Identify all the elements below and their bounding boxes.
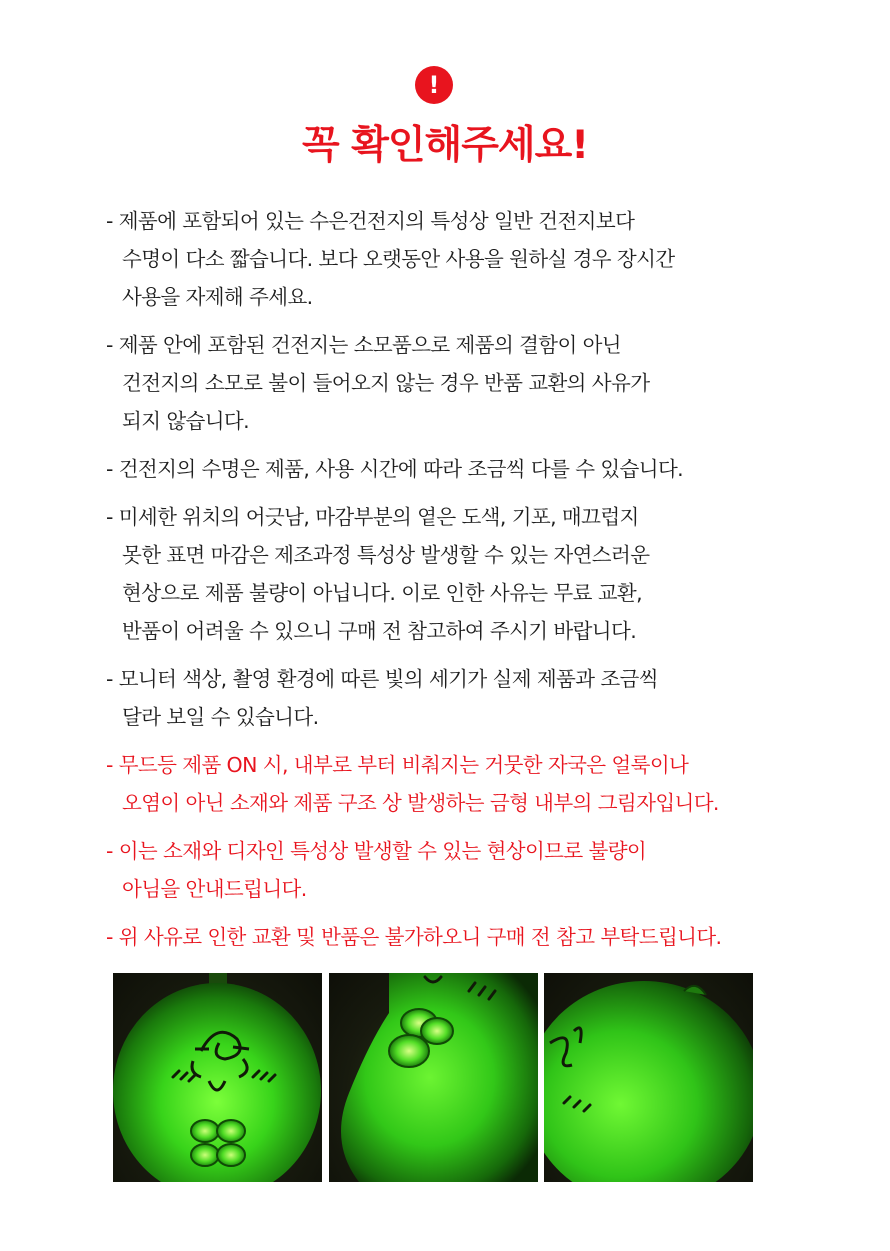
notice-item: - 건전지의 수명은 제품, 사용 시간에 따라 조금씩 다를 수 있습니다. xyxy=(106,457,684,481)
product-photos xyxy=(113,973,753,1182)
notice-item: - 제품에 포함되어 있는 수은건전지의 특성상 일반 건전지보다 수명이 다소 짧습니다. 보다 오랫동안 사용을 원하실 경우 장시간 사용을 자제해 주세요. xyxy=(106,209,675,309)
notice-list xyxy=(106,202,796,966)
glowing-lamp-front-image xyxy=(113,973,322,1182)
glowing-lamp-paw-image xyxy=(329,973,538,1182)
notice-item-highlight: - 위 사유로 인한 교환 및 반품은 불가하오니 구매 전 참고 부탁드립니다. xyxy=(106,925,722,949)
product-photo-paw xyxy=(329,973,538,1182)
glowing-lamp-back-image xyxy=(544,973,753,1182)
notice-item-highlight: - 이는 소재와 디자인 특성상 발생할 수 있는 현상이므로 불량이 아님을 안내드립니다. xyxy=(106,839,647,901)
notice-item: - 미세한 위치의 어긋남, 마감부분의 옅은 도색, 기포, 매끄럽지 못한 표면 마감은 제조과정 특성상 발생할 수 있는 자연스러운 현상으로 제품 불량이 아닙니다. 이로 인한 사유는 무료 교환, 반품이 어려울 수 있으니 구매 전 참고하여 주시기 바랍니다. xyxy=(106,505,650,643)
page-title: 꼭 확인해주세요! xyxy=(301,123,589,168)
product-photo-front xyxy=(113,973,322,1182)
notice-item: - 제품 안에 포함된 건전지는 소모품으로 제품의 결함이 아닌 건전지의 소모로 불이 들어오지 않는 경우 반품 교환의 사유가 되지 않습니다. xyxy=(106,333,650,433)
alert-icon: ! xyxy=(415,66,453,104)
notice-item-highlight: - 무드등 제품 ON 시, 내부로 부터 비춰지는 거뭇한 자국은 얼룩이나 오염이 아닌 소재와 제품 구조 상 발생하는 금형 내부의 그림자입니다. xyxy=(106,753,719,815)
notice-item: - 모니터 색상, 촬영 환경에 따른 빛의 세기가 실제 제품과 조금씩 달라 보일 수 있습니다. xyxy=(106,667,658,729)
product-photo-back xyxy=(544,973,753,1182)
